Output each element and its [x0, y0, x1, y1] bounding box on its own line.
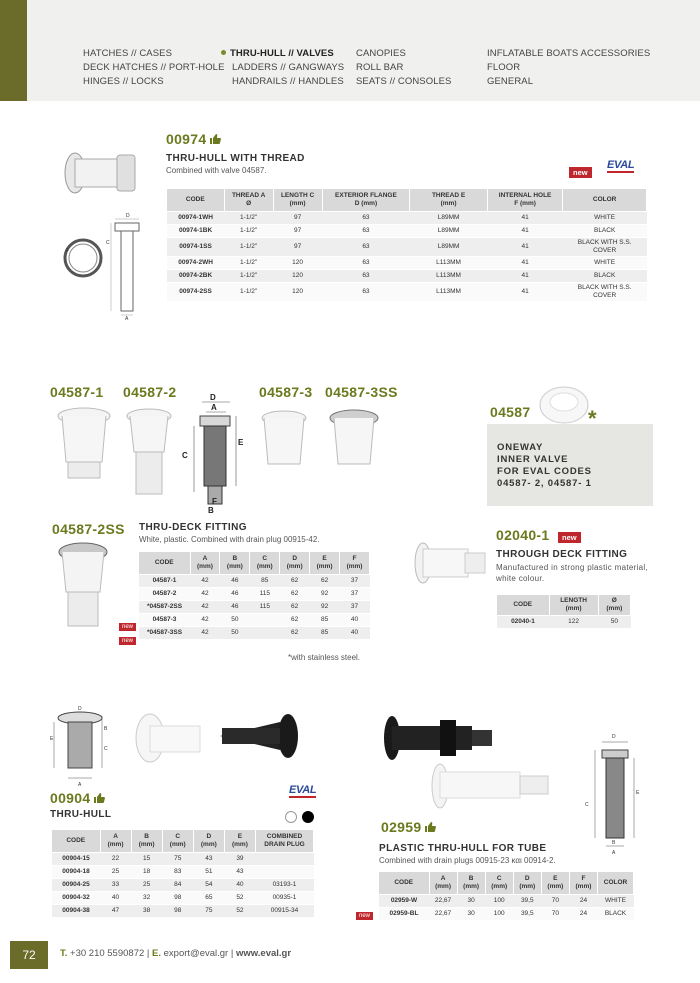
product-code: 04587-3SS — [325, 384, 398, 400]
dim-label: B — [612, 840, 616, 846]
cell: L89MM — [410, 211, 488, 224]
cell: 03193-1 — [256, 878, 314, 891]
cell: 43 — [193, 852, 224, 865]
cell: BLACK WITH S.S. COVER — [563, 237, 647, 256]
cell: L113MM — [410, 269, 488, 282]
thru-hull-tube-dimension-drawing — [585, 734, 640, 856]
cell: 22,67 — [429, 894, 457, 907]
dim-label: E — [50, 736, 54, 742]
cell: 51 — [193, 865, 224, 878]
thru-hull-tube-white-image — [432, 764, 548, 808]
code-text: 02959 — [381, 819, 422, 835]
cell: 97 — [273, 224, 322, 237]
thru-hull-00904-images — [50, 706, 305, 788]
cell: 43 — [224, 865, 255, 878]
table-row — [167, 269, 647, 282]
cell: 83 — [162, 865, 193, 878]
eval-logo: EVAL — [607, 159, 635, 171]
col-header: INTERNAL HOLE F (mm) — [487, 189, 562, 211]
cell: 120 — [273, 256, 322, 269]
thru-hull-tube-black-image — [384, 716, 492, 760]
cell: 41 — [487, 237, 562, 256]
nav-link-active[interactable]: THRU-HULL // VALVES — [230, 48, 334, 59]
product-code: 04587-3 — [259, 384, 313, 400]
product-subtitle: White, plastic. Combined with drain plug 00915-42. — [139, 535, 320, 544]
cell: 85 — [310, 613, 340, 626]
cell: 63 — [322, 237, 410, 256]
dim-label: D — [612, 734, 616, 740]
tel-label: T. — [60, 948, 68, 959]
cell: 37 — [340, 600, 370, 613]
dim-label: F — [66, 248, 70, 254]
table-row — [139, 600, 370, 613]
cell: 47 — [100, 904, 131, 917]
cell: 46 — [220, 587, 250, 600]
cell: WHITE — [563, 211, 647, 224]
dim-label: C — [585, 802, 589, 808]
cell: 24 — [569, 894, 597, 907]
cell: L113MM — [410, 256, 488, 269]
cell — [250, 626, 280, 639]
nav-link[interactable]: HATCHES // CASES — [83, 48, 173, 59]
col-header: D (mm) — [280, 552, 310, 574]
table-row — [52, 878, 314, 891]
cell: 1-1/2" — [224, 269, 273, 282]
valve-line: 04587- 2, 04587- 1 — [497, 478, 592, 489]
dim-label: A — [612, 850, 616, 856]
col-header: CODE — [167, 189, 224, 211]
cell: BLACK — [563, 269, 647, 282]
cell: 38 — [131, 904, 162, 917]
cell: 00915-34 — [256, 904, 314, 917]
cell: 41 — [487, 224, 562, 237]
cell: L113MM — [410, 282, 488, 301]
cell: 62 — [280, 574, 310, 587]
cell: 70 — [541, 907, 569, 920]
cell: 00974-2BK — [167, 269, 224, 282]
cell: BLACK — [598, 907, 634, 920]
table-row — [139, 587, 370, 600]
cell: 1-1/2" — [224, 256, 273, 269]
table-row — [52, 852, 314, 865]
table-row — [52, 904, 314, 917]
table-row — [497, 615, 631, 628]
table-row — [52, 891, 314, 904]
header-accent — [0, 0, 27, 101]
cell: 63 — [322, 224, 410, 237]
cell: 00974-1SS — [167, 237, 224, 256]
cell: 33 — [100, 878, 131, 891]
table-row — [52, 865, 314, 878]
cell: 00974-2WH — [167, 256, 224, 269]
cell: 00904-18 — [52, 865, 100, 878]
cell: *04587-2SS — [139, 600, 190, 613]
cell: 120 — [273, 269, 322, 282]
valve-line: ONEWAY — [497, 442, 544, 453]
cell: 00904-38 — [52, 904, 100, 917]
cell: 42 — [190, 574, 220, 587]
cell: WHITE — [598, 894, 634, 907]
table-04587 — [139, 552, 370, 639]
table-header-row — [52, 830, 314, 852]
through-deck-fitting-image — [405, 535, 490, 595]
table-row — [167, 282, 647, 301]
nav-link[interactable]: INFLATABLE BOATS ACCESSORIES — [487, 48, 651, 59]
table-00974 — [167, 189, 647, 301]
cell: 115 — [250, 600, 280, 613]
cell: *04587-3SS — [139, 626, 190, 639]
cell: 24 — [569, 907, 597, 920]
new-badge-text: new — [558, 532, 581, 543]
cell: 75 — [193, 904, 224, 917]
cell: BLACK WITH S.S. COVER — [563, 282, 647, 301]
cell: BLACK — [563, 224, 647, 237]
cell: 04587-2 — [139, 587, 190, 600]
cell: 97 — [273, 211, 322, 224]
tel-value: +30 210 5590872 — [70, 948, 145, 959]
table-row — [379, 907, 634, 920]
new-badge — [558, 527, 581, 545]
col-header: CODE — [139, 552, 190, 574]
cell: 30 — [457, 907, 485, 920]
cell: L89MM — [410, 237, 488, 256]
cell: 39 — [224, 852, 255, 865]
col-header: D (mm) — [193, 830, 224, 852]
product-subtitle: Manufactured in strong plastic material, white colour. — [496, 563, 648, 583]
cell: 62 — [280, 600, 310, 613]
col-header: B (mm) — [220, 552, 250, 574]
email-link[interactable]: export@eval.gr — [163, 948, 229, 959]
cell: 65 — [193, 891, 224, 904]
cell: 15 — [131, 852, 162, 865]
cell: 100 — [485, 907, 513, 920]
valve-description — [497, 442, 592, 490]
dim-label: A — [78, 782, 82, 788]
product-title: THROUGH DECK FITTING — [496, 549, 628, 560]
product-code: 04587-2 — [123, 384, 177, 400]
cell: 122 — [549, 615, 598, 628]
product-title: PLASTIC THRU-HULL FOR TUBE — [379, 843, 547, 854]
nav-link[interactable]: ROLL BAR — [356, 62, 404, 73]
table-row — [167, 256, 647, 269]
product-title: THRU-HULL — [50, 809, 112, 820]
col-header: A (mm) — [100, 830, 131, 852]
table-00904 — [52, 830, 314, 917]
nav-col-4 — [487, 47, 650, 89]
cell: 42 — [190, 600, 220, 613]
cell — [256, 865, 314, 878]
cell: 41 — [487, 282, 562, 301]
cell: 00974-2SS — [167, 282, 224, 301]
asterisk-mark: * — [588, 406, 597, 431]
table-row — [167, 237, 647, 256]
col-header: A (mm) — [190, 552, 220, 574]
cell: 42 — [190, 626, 220, 639]
cell: 02959-W — [379, 894, 429, 907]
cell: 52 — [224, 891, 255, 904]
nav-link[interactable]: LADDERS // GANGWAYS — [232, 62, 345, 73]
new-badge-text: new — [569, 167, 592, 178]
table-header-row — [379, 872, 634, 894]
cell: 62 — [280, 613, 310, 626]
dim-label: D — [126, 213, 130, 219]
cell: 98 — [162, 891, 193, 904]
cell: 50 — [220, 613, 250, 626]
dim-label: D — [78, 706, 82, 712]
cell: 25 — [100, 865, 131, 878]
product-title: THRU-HULL WITH THREAD — [166, 153, 305, 164]
thumbs-up-icon — [424, 821, 436, 833]
color-swatch-white — [285, 811, 297, 823]
dim-label: C — [106, 240, 110, 246]
dim-label: E — [238, 438, 244, 447]
page-number: 72 — [10, 941, 48, 969]
cell: 63 — [322, 256, 410, 269]
product-code-02959 — [381, 819, 436, 835]
cell: 46 — [220, 574, 250, 587]
cell: 25 — [131, 878, 162, 891]
fitting-dimension-drawing — [182, 393, 244, 515]
cell: 18 — [131, 865, 162, 878]
cell: 40 — [340, 626, 370, 639]
cell: 70 — [541, 894, 569, 907]
cell: 39,5 — [513, 894, 541, 907]
cell: 50 — [220, 626, 250, 639]
cell: 52 — [224, 904, 255, 917]
product-code-04587: 04587 — [490, 404, 531, 420]
new-badge: new — [119, 623, 136, 631]
col-header: CODE — [379, 872, 429, 894]
cell: 02959-BL — [379, 907, 429, 920]
cell: 00904-32 — [52, 891, 100, 904]
product-code: 04587-2SS — [52, 521, 125, 537]
cell: 62 — [280, 587, 310, 600]
nav-col-2 — [221, 47, 344, 89]
col-header: COMBINED DRAIN PLUG — [256, 830, 314, 852]
col-header: F (mm) — [569, 872, 597, 894]
nav-link[interactable]: HINGES // LOCKS — [83, 76, 164, 87]
cell: 02040-1 — [497, 615, 549, 628]
nav-link[interactable]: SEATS // CONSOLES — [356, 76, 452, 87]
cell: 22,67 — [429, 907, 457, 920]
nav-col-3 — [356, 47, 452, 89]
thru-hull-dimension-drawing — [50, 706, 108, 788]
cell: 50 — [598, 615, 630, 628]
col-header: LENGTH C (mm) — [273, 189, 322, 211]
email-label: E. — [152, 948, 161, 959]
code-text: 00974 — [166, 131, 207, 147]
cell: 41 — [487, 269, 562, 282]
table-row — [139, 613, 370, 626]
cell: 37 — [340, 587, 370, 600]
dim-label: C — [104, 746, 108, 752]
table-row — [139, 574, 370, 587]
table-02040 — [497, 595, 631, 628]
dim-label: A — [125, 316, 129, 322]
product-code: 04587-1 — [50, 384, 104, 400]
fitting-04587-2-image — [127, 409, 171, 494]
cell: 22 — [100, 852, 131, 865]
cell: 63 — [322, 282, 410, 301]
col-header: B (mm) — [131, 830, 162, 852]
thru-deck-fitting-images — [44, 393, 404, 515]
dim-label: B — [104, 726, 108, 732]
cell — [256, 852, 314, 865]
product-subtitle: Combined with drain plugs 00915-23 και 00914-2. — [379, 856, 556, 865]
cell: 97 — [273, 237, 322, 256]
cell: 1-1/2" — [224, 282, 273, 301]
cell: 00935-1 — [256, 891, 314, 904]
cell: 37 — [340, 574, 370, 587]
footer-contact: T. +30 210 5590872 | E. export@eval.gr | www.eval.gr — [60, 948, 292, 959]
col-header: C (mm) — [250, 552, 280, 574]
col-header: E (mm) — [224, 830, 255, 852]
cell: 54 — [193, 878, 224, 891]
cell: 42 — [190, 587, 220, 600]
cell: 120 — [273, 282, 322, 301]
dim-label: A — [211, 403, 217, 412]
cell: 40 — [340, 613, 370, 626]
cell: 115 — [250, 587, 280, 600]
valve-line: FOR EVAL CODES — [497, 466, 592, 477]
col-header: A (mm) — [429, 872, 457, 894]
cell: 40 — [100, 891, 131, 904]
cell: 00904-15 — [52, 852, 100, 865]
new-badge: new — [119, 637, 136, 645]
nav-link[interactable]: CANOPIES — [356, 48, 406, 59]
cell: 92 — [310, 600, 340, 613]
col-header: COLOR — [563, 189, 647, 211]
cell: 85 — [310, 626, 340, 639]
dim-label: D — [210, 393, 216, 402]
cell: 62 — [310, 574, 340, 587]
thumbs-up-icon — [93, 792, 105, 804]
cell: 62 — [280, 626, 310, 639]
cell: 40 — [224, 878, 255, 891]
active-dot-icon — [221, 50, 226, 55]
table-row — [139, 626, 370, 639]
col-header: F (mm) — [340, 552, 370, 574]
nav-link[interactable]: HANDRAILS // HANDLES — [232, 76, 344, 87]
oneway-valve-box — [487, 424, 653, 506]
col-header: EXTERIOR FLANGE D (mm) — [322, 189, 410, 211]
cell: 41 — [487, 256, 562, 269]
table-02959 — [379, 872, 634, 920]
thru-hull-black-image — [220, 714, 298, 758]
nav-link[interactable]: DECK HATCHES // PORT-HOLE — [83, 62, 225, 73]
nav-link[interactable]: FLOOR — [487, 62, 521, 73]
col-header: C (mm) — [162, 830, 193, 852]
thru-hull-tube-images — [380, 710, 655, 860]
col-header: C (mm) — [485, 872, 513, 894]
product-subtitle: Combined with valve 04587. — [166, 166, 267, 175]
thru-hull-thread-image — [55, 145, 145, 320]
cell: 30 — [457, 894, 485, 907]
col-header: Ø (mm) — [598, 595, 630, 615]
table-header-row — [167, 189, 647, 211]
col-header: D (mm) — [513, 872, 541, 894]
cell: 63 — [322, 211, 410, 224]
stainless-note: *with stainless steel. — [288, 653, 361, 662]
cell: 100 — [485, 894, 513, 907]
dim-label: F — [212, 497, 217, 506]
table-row — [167, 211, 647, 224]
dim-label: E — [636, 790, 640, 796]
col-header: E (mm) — [541, 872, 569, 894]
col-header: CODE — [52, 830, 100, 852]
cell: 00904-25 — [52, 878, 100, 891]
col-header: CODE — [497, 595, 549, 615]
oneway-valve-image — [536, 380, 596, 430]
dim-label: C — [182, 451, 188, 460]
fitting-04587-2ss-image — [56, 540, 111, 630]
valve-line: INNER VALVE — [497, 454, 569, 465]
cell: 85 — [250, 574, 280, 587]
color-swatch-black — [302, 811, 314, 823]
col-header: THREAD E (mm) — [410, 189, 488, 211]
cell: 00974-1WH — [167, 211, 224, 224]
cell: 98 — [162, 904, 193, 917]
cell: 00974-1BK — [167, 224, 224, 237]
cell: 04587-3 — [139, 613, 190, 626]
table-row — [167, 224, 647, 237]
col-header: THREAD A Ø — [224, 189, 273, 211]
cell — [250, 613, 280, 626]
cell: 1-1/2" — [224, 224, 273, 237]
cell: 39,5 — [513, 907, 541, 920]
thru-hull-white-image — [136, 714, 200, 762]
dim-label: B — [208, 506, 214, 515]
col-header: B (mm) — [457, 872, 485, 894]
product-code: 02040-1 — [496, 527, 550, 543]
new-badge: new — [356, 912, 373, 920]
cell: 46 — [220, 600, 250, 613]
product-code-00974 — [166, 131, 221, 147]
col-header: E (mm) — [310, 552, 340, 574]
cell: L89MM — [410, 224, 488, 237]
cell: 84 — [162, 878, 193, 891]
nav-col-1 — [83, 47, 225, 89]
col-header: COLOR — [598, 872, 634, 894]
website-link[interactable]: www.eval.gr — [235, 948, 292, 959]
table-header-row — [139, 552, 370, 574]
thumbs-up-icon — [209, 133, 221, 145]
cell: 75 — [162, 852, 193, 865]
cell: 04587-1 — [139, 574, 190, 587]
eval-logo: EVAL — [289, 784, 317, 796]
table-header-row — [497, 595, 631, 615]
fitting-04587-3-image — [262, 411, 306, 464]
cell: 92 — [310, 587, 340, 600]
cell: 42 — [190, 613, 220, 626]
fitting-04587-3ss-image — [330, 410, 378, 464]
fitting-04587-1-image — [58, 408, 110, 478]
product-title: THRU-DECK FITTING — [139, 522, 247, 533]
code-text: 00904 — [50, 790, 91, 806]
col-header: LENGTH (mm) — [549, 595, 598, 615]
cell: 32 — [131, 891, 162, 904]
nav-link[interactable]: GENERAL — [487, 76, 534, 87]
table-row — [379, 894, 634, 907]
cell: 1-1/2" — [224, 237, 273, 256]
new-badge — [569, 162, 592, 180]
cell: 41 — [487, 211, 562, 224]
cell: 1-1/2" — [224, 211, 273, 224]
cell: 63 — [322, 269, 410, 282]
cell: WHITE — [563, 256, 647, 269]
product-code-00904 — [50, 790, 105, 806]
